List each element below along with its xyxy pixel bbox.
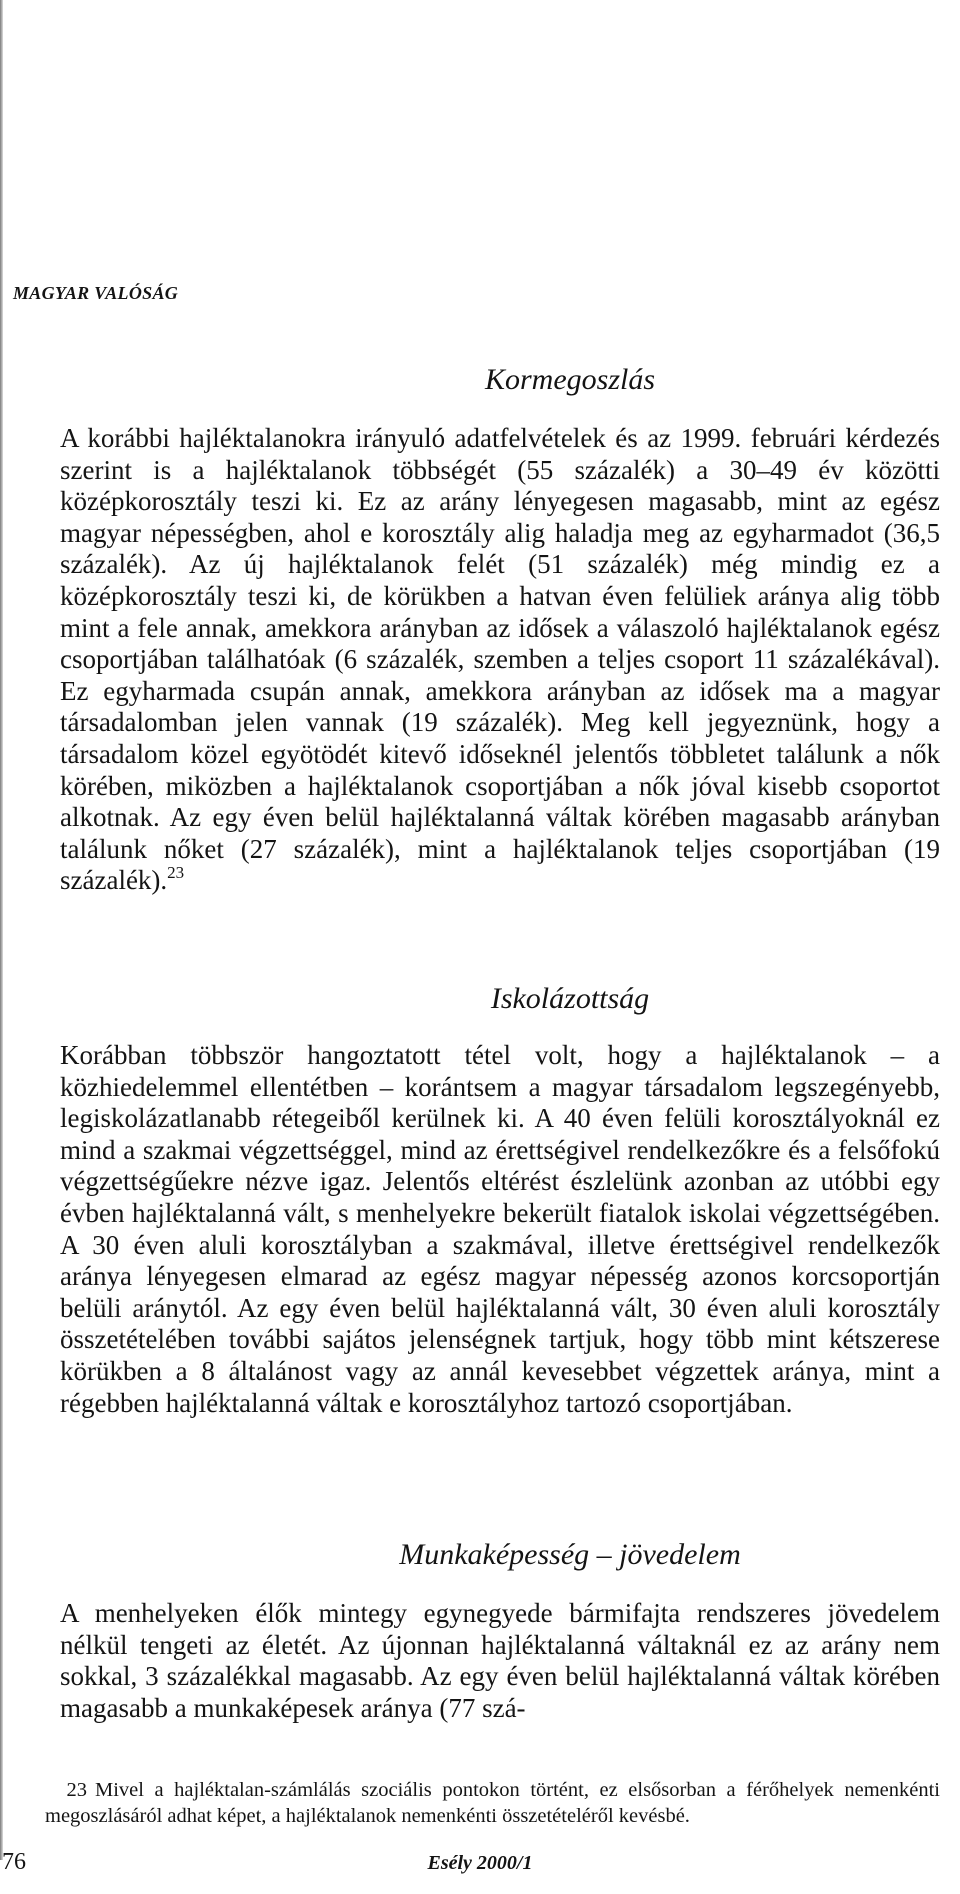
page-edge-shadow: [0, 0, 3, 1860]
section-heading-work-income: Munkaképesség – jövedelem: [399, 1538, 741, 1571]
running-head: MAGYAR VALÓSÁG: [13, 283, 179, 303]
footnote-text: Mivel a hajléktalan-számlálás szociális pontokon történt, ez elsősorban a férőhelyek nemenkénti megoszlásáról adhat képet, a hajléktalanok nemenkénti összetételéről kevésbé.: [45, 1779, 940, 1827]
paragraph-text: A korábbi hajléktalanokra irányuló adatfelvételek és az 1999. februári kérdezés szerint is a hajléktalanok többségét (55 százalék) a 30–49 év közötti középkorosztály teszi ki. Ez az arány lényegesen magasabb, mint az egész magyar népességben, ahol e korosztály alig haladja meg az egyharmadot (36,5 százalék). Az új hajléktalanok felét (51 százalék) még mindig ez a középkorosztály teszi ki, de körükben a hatvan éven felüliek aránya alig több mint a fele annak, amekkora arányban az idősek a válaszoló hajléktalanok egész csoportjában találhatóak (6 százalék, szemben a teljes csoport 11 százalékával). Ez egyharmada csupán annak, amekkora arányban az idősek ma a magyar társadalomban jelen vannak (19 százalék). Meg kell jegyeznünk, hogy a társadalom közel egyötödét kitevő időseknél jelentős többletet találunk a nők körében, miközben a hajléktalanok csoportjában a nők jóval kisebb csoportot alkotnak. Az egy éven belül hajléktalanná váltak körében magasabb arányban találunk nőket (27 százalék), mint a hajléktalanok teljes csoportjában (19 százalék).: [60, 423, 940, 896]
section-heading-age: Kormegoszlás: [484, 363, 656, 396]
section-paragraph-age: [60, 423, 940, 897]
journal-title: Esély 2000/1: [427, 1852, 533, 1874]
page-number: 76: [2, 1849, 26, 1875]
section-paragraph-education: Korábban többször hangoztatott tétel volt, hogy a hajléktalanok – a közhiedelemmel ellentétben – korántsem a magyar társadalom legszegényebb, legiskolázatlanabb rétegeiből kerülnek ki. A 40 éven felüli korosztályoknál ez mind a szakmai végzettséggel, mind az érettségivel rendelkezőkre és a felsőfokú végzettségűekre nézve igaz. Jelentős eltérést észlelünk azonban az utóbbi egy évben hajléktalanná vált, s menhelyekre bekerült fiatalok iskolai végzettségében. A 30 éven aluli korosztályban a szakmával, illetve érettségivel rendelkezők aránya lényegesen elmarad az egész magyar népesség azonos korcsoportján belüli aránytól. Az egy éven belül hajléktalanná vált, 30 éven aluli korosztály összetételében további sajátos jelenségnek tartjuk, hogy több mint kétszerese körükben a 8 általánost vagy az annál kevesebbet végzettek aránya, mint a régebben hajléktalanná váltak e korosztályhoz tartozó csoportjában.: [60, 1040, 940, 1418]
section-heading-education: Iskolázottság: [490, 982, 650, 1015]
section-paragraph-work-income: A menhelyeken élők mintegy egynegyede bármifajta rendszeres jövedelem nélkül tengeti az életét. Az újonnan hajléktalanná váltaknál ez az arány nem sokkal, 3 százalékkal magasabb. Az egy éven belül hajléktalanná váltak körében magasabb a munkaképesek aránya (77 szá-: [60, 1598, 940, 1723]
footnote-number: 23: [66, 1779, 87, 1801]
footnote: [45, 1777, 940, 1829]
footnote-reference[interactable]: 23: [167, 863, 185, 883]
